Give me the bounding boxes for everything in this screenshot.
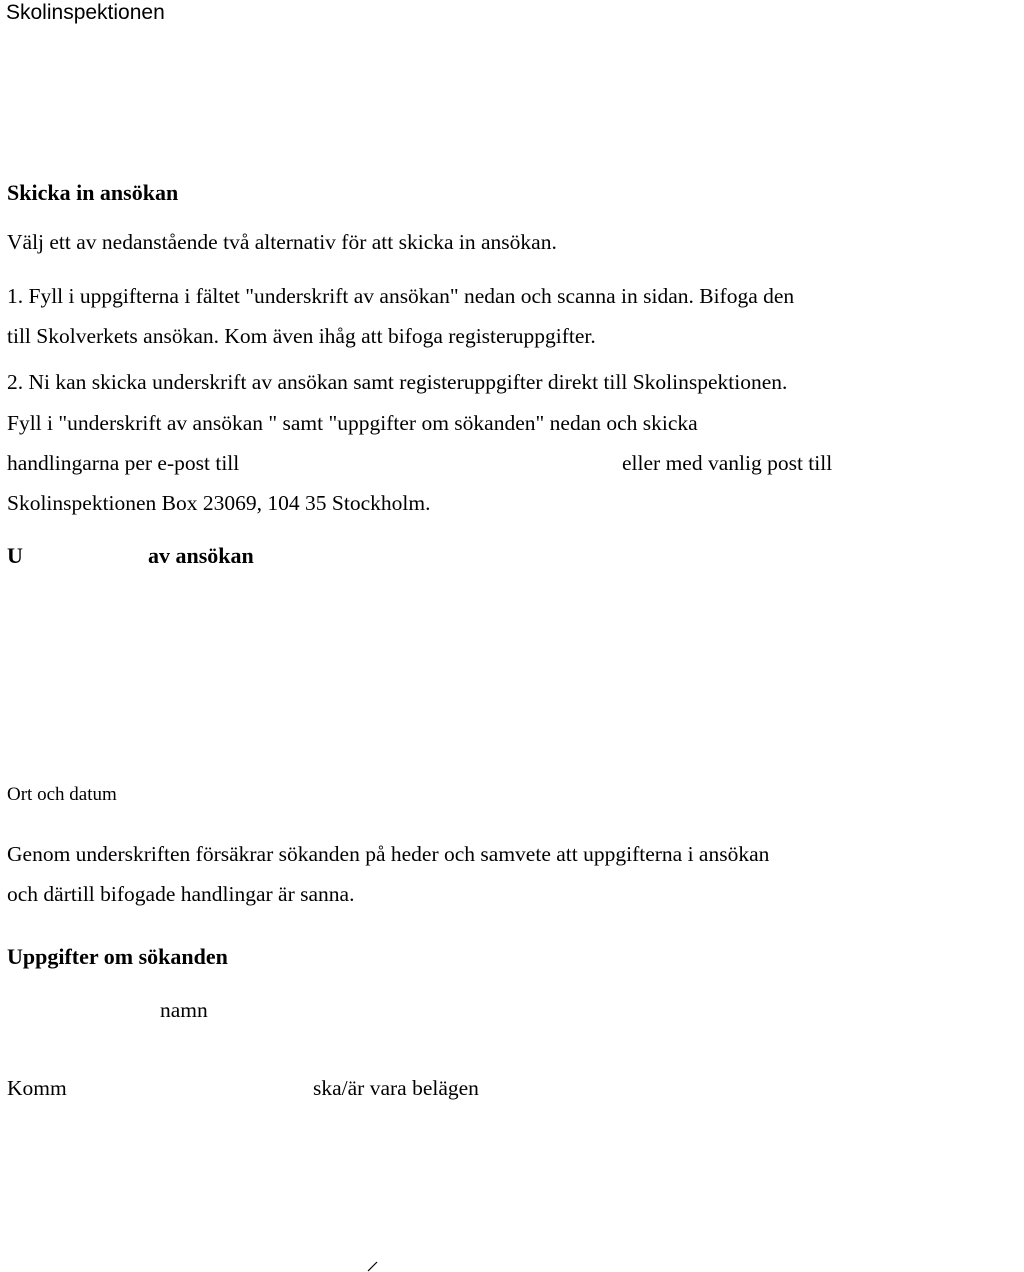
signature-heading-start: U	[7, 543, 23, 568]
declaration-line2: och därtill bifogade handlingar är sanna.	[7, 882, 355, 906]
stray-pen-mark	[366, 1258, 382, 1272]
submit-intro: Välj ett av nedanstående två alternativ för att skicka in ansökan.	[7, 230, 557, 254]
submit-heading: Skicka in ansökan	[7, 180, 179, 205]
municipality-label-end: ska/är vara belägen	[313, 1076, 479, 1100]
option2-line1: 2. Ni kan skicka underskrift av ansökan samt registeruppgifter direkt till Skolinspektionen.	[7, 370, 788, 394]
option1-line2: till Skolverkets ansökan. Kom även ihåg att bifoga registeruppgifter.	[7, 324, 596, 348]
option2-line3-start: handlingarna per e-post till	[7, 451, 240, 475]
applicant-heading: Uppgifter om sökanden	[7, 944, 228, 969]
option2-line2: Fyll i "underskrift av ansökan " samt "uppgifter om sökanden" nedan och skicka	[7, 411, 698, 435]
option1-line1: 1. Fyll i uppgifterna i fältet "underskrift av ansökan" nedan och scanna in sidan. Bifoga den	[7, 284, 795, 308]
name-label: namn	[160, 998, 208, 1022]
organization-header: Skolinspektionen	[6, 1, 165, 24]
declaration-line1: Genom underskriften försäkrar sökanden på heder och samvete att uppgifterna i ansökan	[7, 842, 770, 866]
option2-line4: Skolinspektionen Box 23069, 104 35 Stockholm.	[7, 491, 431, 515]
place-date-label: Ort och datum	[7, 784, 117, 805]
signature-heading-end: av ansökan	[148, 543, 254, 568]
option2-line3-end: eller med vanlig post till	[622, 451, 833, 475]
municipality-label-start: Komm	[7, 1076, 67, 1100]
